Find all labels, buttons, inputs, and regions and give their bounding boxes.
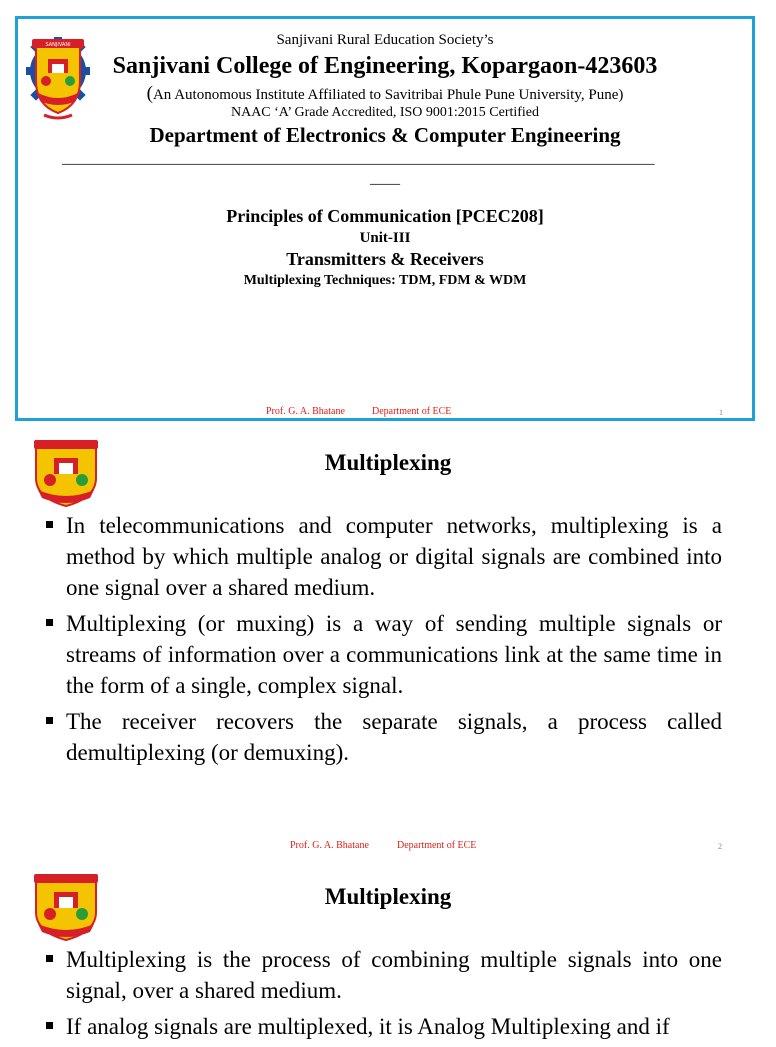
unit-label: Unit-III [359,230,411,246]
affiliation-paren: ( [146,83,153,104]
divider-rule-tail: ____ [370,171,400,187]
bullet-text: If analog signals are multiplexed, it is Analog Multiplexing and if [66,1014,670,1039]
bullet-list [66,510,722,773]
college-name: Sanjivani College of Engineering, Kopargaon-423603 [112,53,658,79]
footer-department: Department of ECE [397,840,477,851]
title-slide [15,16,755,421]
bullet-text: In telecommunications and computer networks, multiplexing is a method by which multiple analog or digital signals are combined into one signal over a shared medium. [66,513,722,600]
bullet-square-icon [46,1022,53,1029]
content-slide-3 [0,858,768,1039]
divider-rule: _______________________________________________________________________________ [62,151,655,167]
bullet-square-icon [46,521,53,528]
svg-text:SANJIVANI: SANJIVANI [45,42,71,48]
bullet-text: The receiver recovers the separate signals, a process called demultiplexing (or demuxing). [66,709,722,765]
bullet-square-icon [46,955,53,962]
affiliation-text: An Autonomous Institute Affiliated to Savitribai Phule Pune University, Pune) [152,87,624,103]
bullet-item [66,510,722,603]
bullet-item [66,944,722,1006]
bullet-item [66,1011,722,1042]
content-slide-2 [0,424,768,854]
footer-author: Prof. G. A. Bhatane [266,406,345,417]
bullet-square-icon [46,717,53,724]
bullet-text: Multiplexing (or muxing) is a way of sending multiple signals or streams of information over a communications link at the same time in the form of a single, complex signal. [66,611,722,698]
slide-title: Multiplexing [324,884,452,909]
footer-author: Prof. G. A. Bhatane [290,840,369,851]
society-name: Sanjivani Rural Education Society’s [276,32,494,48]
bullet-list [66,944,722,1047]
bullet-item [66,706,722,768]
department-name: Department of Electronics & Computer Engineering [149,123,621,147]
bullet-square-icon [46,619,53,626]
bullet-item [66,608,722,701]
topic-title: Transmitters & Receivers [286,249,484,269]
accreditation: NAAC ‘A’ Grade Accredited, ISO 9001:2015 Certified [230,105,540,120]
bullet-text: Multiplexing is the process of combining multiple signals into one signal, over a shared medium. [66,947,722,1003]
page-number: 1 [719,408,723,417]
page-number: 2 [718,842,722,851]
subtopic-title: Multiplexing Techniques: TDM, FDM & WDM [243,273,527,288]
course-title: Principles of Communication [PCEC208] [226,206,544,226]
slide-title: Multiplexing [324,450,452,475]
affiliation-line [18,83,752,105]
footer-department: Department of ECE [372,406,452,417]
